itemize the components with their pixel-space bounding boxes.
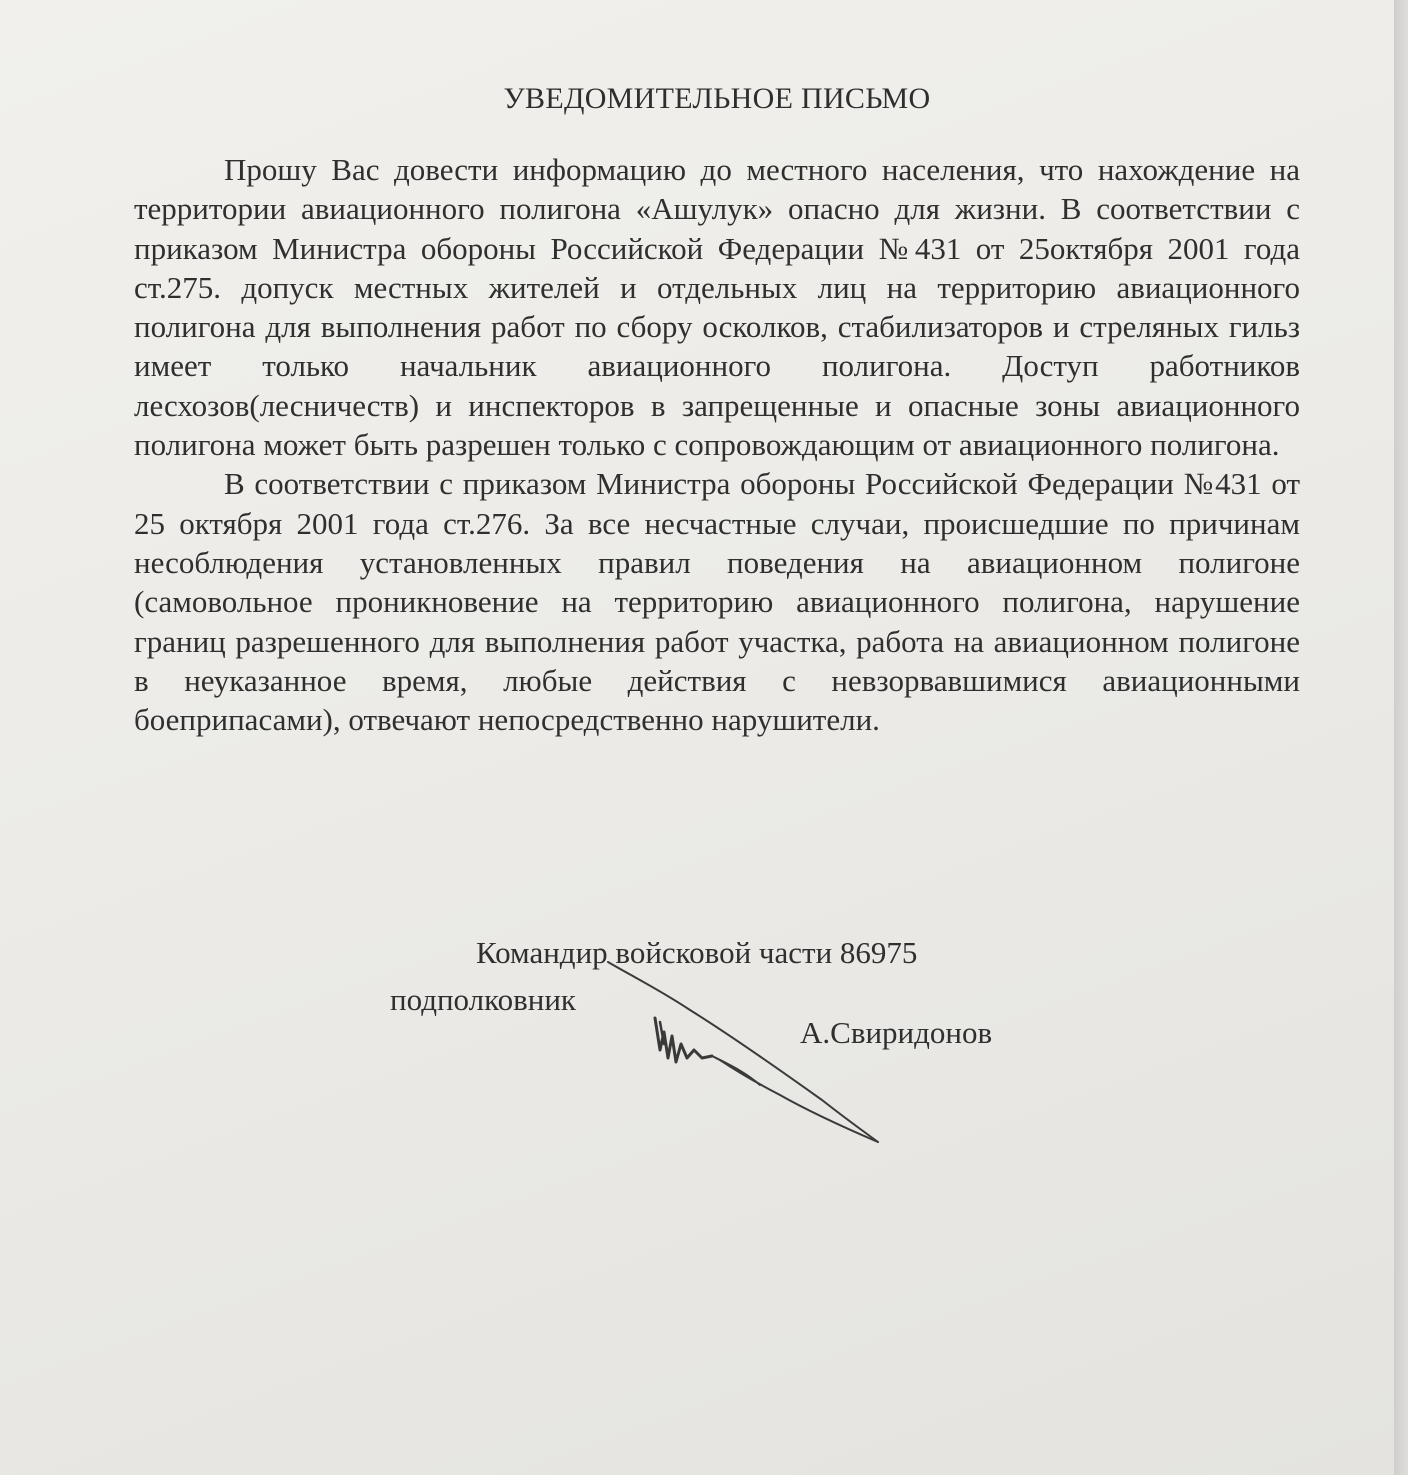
paragraph-1: Прошу Вас довести информацию до местного населения, что нахождение на территории авиационного полигона «Ашулук» опасно для жизни. В соответствии с приказом Министра обороны Российской Федерации №431 от 25октября 2001 года ст.275. допуск местных жителей и отдельных лиц на территорию авиационного полигона для выполнения работ по сбору осколков, стабилизаторов и стреляных гильз имеет только начальник авиационного полигона. Доступ работников лесхозов(лесничеств) и инспекторов в запрещенные и опасные зоны авиационного полигона может быть разрешен только с сопровождающим от авиационного полигона. <box>134 152 1300 463</box>
signer-rank: подполковник <box>390 982 576 1017</box>
handwritten-signature <box>560 940 900 1160</box>
document-title: УВЕДОМИТЕЛЬНОЕ ПИСЬМО <box>503 82 931 115</box>
paragraph-2: В соответствии с приказом Министра обороны Российской Федерации №431 от 25 октября 2001 года ст.276. За все несчастные случаи, происшедшие по причинам несоблюдения установленных правил поведения на авиационном полигоне (самовольное проникновение на территорию авиационного полигона, нарушение границ разрешенного для выполнения работ участка, работа на авиационном полигоне в неуказанное время, любые действия с невзорвавшимися авиационными боеприпасами), отвечают непосредственно нарушители. <box>134 466 1300 738</box>
document-body <box>134 150 1300 739</box>
signer-name: А.Свиридонов <box>800 1015 993 1050</box>
signer-position: Командир войсковой части 86975 <box>476 935 918 970</box>
paper-edge <box>1394 0 1408 1475</box>
